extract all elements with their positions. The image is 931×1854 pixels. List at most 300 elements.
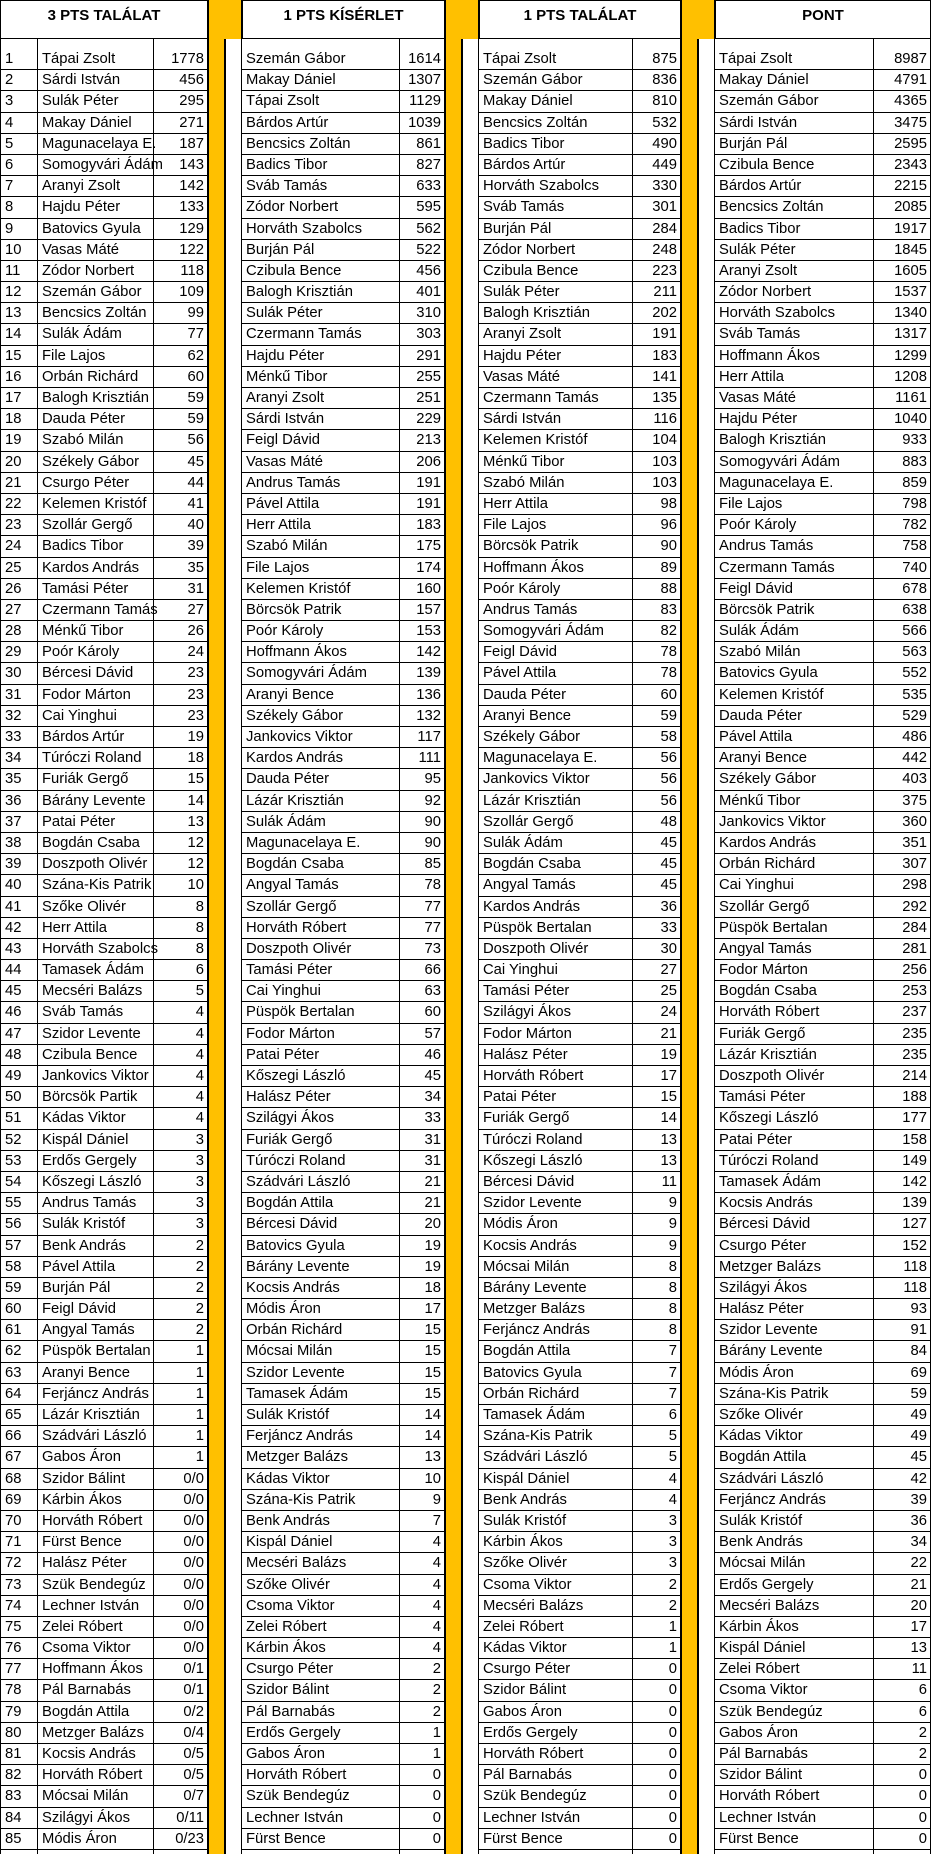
player-name-cell: Czibula Bence [242, 261, 399, 282]
player-name-cell: Szidor Levente [242, 1363, 399, 1384]
player-name-cell: Feigl Dávid [38, 1299, 153, 1320]
player-name-cell: Andrus Tamás [242, 473, 399, 494]
player-name-cell: Hoffmann Ákos [242, 642, 399, 663]
rank-cell: 52 [1, 1130, 37, 1151]
three-pts-value-cell: 39 [154, 536, 207, 557]
one-pts-hits-value-column [633, 39, 681, 1854]
player-name-cell: Kelemen Kristóf [479, 430, 632, 451]
three-pts-value-cell: 0/0 [154, 1490, 207, 1511]
three-pts-value-cell: 59 [154, 409, 207, 430]
points-value-cell: 2 [874, 1723, 930, 1744]
one-pts-hits-value-cell: 4 [633, 1490, 680, 1511]
player-name-cell: Horváth Róbert [242, 918, 399, 939]
rank-cell: 15 [1, 346, 37, 367]
one-pts-hits-value-cell: 183 [633, 346, 680, 367]
one-pts-hits-value-cell: 116 [633, 409, 680, 430]
points-value-cell: 2215 [874, 176, 930, 197]
one-pts-hits-value-cell: 25 [633, 981, 680, 1002]
one-pts-attempts-value-cell: 139 [400, 663, 444, 684]
player-name-cell: Kispál Dániel [715, 1638, 873, 1659]
player-name-cell: Tamasek Ádám [479, 1405, 632, 1426]
player-name-cell: Csoma Viktor [38, 1638, 153, 1659]
player-name-cell: Angyal Tamás [242, 875, 399, 896]
player-name-cell: Feigl Dávid [242, 430, 399, 451]
player-name-cell: Püspök Bertalan [715, 918, 873, 939]
player-name-cell: Kocsis András [242, 1278, 399, 1299]
rank-cell: 29 [1, 642, 37, 663]
one-pts-hits-value-cell: 202 [633, 303, 680, 324]
one-pts-hits-value-cell: 0 [633, 1723, 680, 1744]
rank-cell: 58 [1, 1257, 37, 1278]
three-pts-value-cell: 0/11 [154, 1808, 207, 1829]
one-pts-hits-value-cell: 3 [633, 1532, 680, 1553]
one-pts-hits-value-cell: 211 [633, 282, 680, 303]
points-value-cell: 49 [874, 1426, 930, 1447]
player-name-cell: Angyal Tamás [38, 1320, 153, 1341]
points-value-cell: 298 [874, 875, 930, 896]
player-name-cell: Túróczi Roland [242, 1151, 399, 1172]
one-pts-attempts-value-cell: 827 [400, 155, 444, 176]
one-pts-hits-value-cell: 36 [633, 897, 680, 918]
player-name-cell: Sulák Ádám [479, 833, 632, 854]
one-pts-hits-value-cell: 0 [633, 1808, 680, 1829]
player-name-cell: Hajdu Péter [38, 197, 153, 218]
rank-cell: 41 [1, 897, 37, 918]
player-name-cell: Püspök Bertalan [38, 1341, 153, 1362]
player-name-cell: Módis Áron [38, 1829, 153, 1850]
player-name-cell: Herr Attila [242, 515, 399, 536]
points-value-cell: 486 [874, 727, 930, 748]
rank-cell: 18 [1, 409, 37, 430]
player-name-cell: Bárány Levente [242, 1257, 399, 1278]
one-pts-hits-value-cell: 0 [633, 1829, 680, 1850]
points-value-cell: 1040 [874, 409, 930, 430]
three-pts-value-cell: 41 [154, 494, 207, 515]
player-name-cell: Erdős Gergely [38, 1151, 153, 1172]
one-pts-attempts-value-cell: 303 [400, 324, 444, 345]
points-value-cell: 49 [874, 1405, 930, 1426]
points-value-cell: 152 [874, 1236, 930, 1257]
player-name-cell: Szollár Gergő [38, 515, 153, 536]
player-name-cell: Aranyi Zsolt [479, 324, 632, 345]
one-pts-hits-value-cell: 103 [633, 473, 680, 494]
player-name-cell: Szána-Kis Patrik [479, 1426, 632, 1447]
three-pts-value-cell: 3 [154, 1193, 207, 1214]
three-pts-value-cell: 4 [154, 1087, 207, 1108]
player-name-cell: Metzger Balázs [479, 1299, 632, 1320]
player-name-cell: Mecséri Balázs [715, 1596, 873, 1617]
player-name-cell: Székely Gábor [242, 706, 399, 727]
player-name-cell: Pál Barnabás [242, 1702, 399, 1723]
one-pts-attempts-value-cell: 562 [400, 219, 444, 240]
player-name-cell: Aranyi Bence [242, 685, 399, 706]
one-pts-attempts-value-cell: 213 [400, 430, 444, 451]
points-value-cell: 758 [874, 536, 930, 557]
player-name-cell: Szemán Gábor [715, 91, 873, 112]
rank-cell: 48 [1, 1045, 37, 1066]
rank-cell: 67 [1, 1447, 37, 1468]
player-name-cell: Doszpoth Olivér [715, 1066, 873, 1087]
three-pts-value-cell: 187 [154, 134, 207, 155]
player-name-cell: Vasas Máté [242, 452, 399, 473]
points-value-cell: 13 [874, 1638, 930, 1659]
one-pts-attempts-value-cell: 4 [400, 1575, 444, 1596]
player-name-cell: Kardos András [242, 748, 399, 769]
player-name-cell: Ménkű Tibor [715, 791, 873, 812]
player-name-cell: Csoma Viktor [715, 1680, 873, 1701]
player-name-cell: Csoma Viktor [242, 1596, 399, 1617]
one-pts-hits-value-cell: 875 [633, 49, 680, 70]
player-name-cell: Kőszegi László [242, 1066, 399, 1087]
player-name-cell: Czibula Bence [38, 1045, 153, 1066]
rank-cell: 80 [1, 1723, 37, 1744]
points-value-cell: 0 [874, 1829, 930, 1850]
player-name-cell: File Lajos [479, 515, 632, 536]
player-name-cell: Szilágyi Ákos [715, 1278, 873, 1299]
one-pts-attempts-value-cell: 229 [400, 409, 444, 430]
player-name-cell: Furiák Gergő [715, 1024, 873, 1045]
player-name-cell: Badics Tibor [715, 219, 873, 240]
points-value-cell: 782 [874, 515, 930, 536]
rank-cell: 60 [1, 1299, 37, 1320]
player-name-cell: Kádas Viktor [715, 1426, 873, 1447]
one-pts-hits-value-cell: 21 [633, 1024, 680, 1045]
points-value-cell: 883 [874, 452, 930, 473]
player-name-cell: Csurgo Péter [38, 473, 153, 494]
points-value-cell: 11 [874, 1659, 930, 1680]
separator-1-body-b [225, 39, 242, 1854]
player-name-cell: Horváth Róbert [242, 1765, 399, 1786]
one-pts-attempts-value-cell: 191 [400, 494, 444, 515]
points-value-cell: 6 [874, 1702, 930, 1723]
one-pts-hits-value-cell: 45 [633, 875, 680, 896]
one-pts-attempts-value-cell: 77 [400, 897, 444, 918]
three-pts-value-cell: 0/23 [154, 1829, 207, 1850]
points-value-cell: 2085 [874, 197, 930, 218]
player-name-cell: Cai Yinghui [38, 706, 153, 727]
rank-cell: 56 [1, 1214, 37, 1235]
three-pts-value-cell: 0/7 [154, 1786, 207, 1807]
rank-cell: 11 [1, 261, 37, 282]
player-name-cell: Szána-Kis Patrik [715, 1384, 873, 1405]
one-pts-hits-value-cell: 7 [633, 1341, 680, 1362]
player-name-cell: Horváth Róbert [38, 1765, 153, 1786]
player-name-cell: Tamási Péter [38, 579, 153, 600]
three-pts-value-cell: 8 [154, 918, 207, 939]
one-pts-hits-value-cell: 1 [633, 1638, 680, 1659]
one-pts-hits-value-cell: 59 [633, 706, 680, 727]
player-name-cell: Erdős Gergely [242, 1723, 399, 1744]
player-name-cell: Lechner István [242, 1808, 399, 1829]
player-name-cell: Andrus Tamás [715, 536, 873, 557]
one-pts-hits-value-cell: 19 [633, 1045, 680, 1066]
points-value-cell: 1161 [874, 388, 930, 409]
player-name-cell: Sulák Péter [479, 282, 632, 303]
player-name-cell: Kőszegi László [715, 1108, 873, 1129]
player-name-cell: Tamási Péter [479, 981, 632, 1002]
rank-cell: 68 [1, 1469, 37, 1490]
separator-3-body-a [681, 39, 698, 1854]
points-value-cell: 4365 [874, 91, 930, 112]
player-name-cell: Hajdu Péter [715, 409, 873, 430]
player-name-cell: Batovics Gyula [242, 1236, 399, 1257]
player-name-cell: Makay Dániel [38, 113, 153, 134]
rank-cell: 6 [1, 155, 37, 176]
player-name-cell: Szollár Gergő [479, 812, 632, 833]
player-name-cell: Kispál Dániel [479, 1469, 632, 1490]
points-value-cell: 127 [874, 1214, 930, 1235]
player-name-cell: Ferjáncz András [242, 1426, 399, 1447]
player-name-cell: Bércesi Dávid [715, 1214, 873, 1235]
points-value-cell: 235 [874, 1045, 930, 1066]
points-value-cell: 281 [874, 939, 930, 960]
rank-cell: 82 [1, 1765, 37, 1786]
rank-cell: 42 [1, 918, 37, 939]
one-pts-hits-value-cell: 45 [633, 833, 680, 854]
player-name-cell: Bencsics Zoltán [38, 303, 153, 324]
player-name-cell: Szabó Milán [479, 473, 632, 494]
player-name-cell: Fodor Márton [715, 960, 873, 981]
rank-cell: 12 [1, 282, 37, 303]
three-pts-value-cell: 62 [154, 346, 207, 367]
player-name-cell: Szidor Bálint [38, 1469, 153, 1490]
points-value-cell: 91 [874, 1320, 930, 1341]
three-pts-value-cell: 2 [154, 1236, 207, 1257]
player-name-cell: Szána-Kis Patrik [38, 875, 153, 896]
player-name-cell: Patai Péter [242, 1045, 399, 1066]
player-name-cell: Tamási Péter [242, 960, 399, 981]
one-pts-attempts-value-cell: 46 [400, 1045, 444, 1066]
one-pts-hits-value-cell: 103 [633, 452, 680, 473]
player-name-cell: Szilágyi Ákos [242, 1108, 399, 1129]
player-name-cell: Lázár Krisztián [242, 791, 399, 812]
rank-cell: 81 [1, 1744, 37, 1765]
player-name-cell: Szádvári László [479, 1447, 632, 1468]
one-pts-hits-value-cell: 45 [633, 854, 680, 875]
one-pts-attempts-value-cell: 595 [400, 197, 444, 218]
player-name-cell: Szilágyi Ákos [38, 1808, 153, 1829]
one-pts-attempts-value-cell: 522 [400, 240, 444, 261]
player-name-cell: Túróczi Roland [715, 1151, 873, 1172]
rank-cell: 24 [1, 536, 37, 557]
one-pts-attempts-value-cell: 18 [400, 1278, 444, 1299]
one-pts-hits-value-cell: 135 [633, 388, 680, 409]
one-pts-hits-name-column [479, 39, 633, 1854]
player-name-cell: Cai Yinghui [715, 875, 873, 896]
one-pts-hits-value-cell: 88 [633, 579, 680, 600]
points-value-cell: 149 [874, 1151, 930, 1172]
three-pts-value-cell: 5 [154, 981, 207, 1002]
one-pts-attempts-value-cell: 15 [400, 1341, 444, 1362]
points-value-cell: 59 [874, 1384, 930, 1405]
rank-cell: 40 [1, 875, 37, 896]
player-name-cell: Kárbin Ákos [715, 1617, 873, 1638]
player-name-cell: Kocsis András [479, 1236, 632, 1257]
one-pts-attempts-value-cell: 206 [400, 452, 444, 473]
player-name-cell: Kardos András [38, 558, 153, 579]
one-pts-attempts-value-cell: 0 [400, 1786, 444, 1807]
three-pts-value-cell: 14 [154, 791, 207, 812]
one-pts-attempts-value-cell: 310 [400, 303, 444, 324]
three-pts-value-cell: 77 [154, 324, 207, 345]
player-name-cell: Burján Pál [38, 1278, 153, 1299]
points-value-cell: 563 [874, 642, 930, 663]
one-pts-hits-value-cell: 301 [633, 197, 680, 218]
one-pts-hits-value-cell: 0 [633, 1680, 680, 1701]
one-pts-attempts-value-cell: 20 [400, 1214, 444, 1235]
player-name-cell: Szidor Bálint [479, 1680, 632, 1701]
points-value-cell: 2343 [874, 155, 930, 176]
one-pts-hits-value-cell: 141 [633, 367, 680, 388]
one-pts-attempts-value-cell: 4 [400, 1638, 444, 1659]
points-value-cell: 158 [874, 1130, 930, 1151]
one-pts-hits-value-cell: 30 [633, 939, 680, 960]
rank-cell: 79 [1, 1702, 37, 1723]
three-pts-value-cell: 3 [154, 1151, 207, 1172]
points-value-cell: 93 [874, 1299, 930, 1320]
player-name-cell: Poór Károly [479, 579, 632, 600]
player-name-cell: Csurgo Péter [479, 1659, 632, 1680]
one-pts-attempts-value-cell: 57 [400, 1024, 444, 1045]
player-name-cell: Tápai Zsolt [715, 49, 873, 70]
three-pts-value-cell: 56 [154, 430, 207, 451]
player-name-cell: Mócsai Milán [715, 1553, 873, 1574]
points-value-cell: 8987 [874, 49, 930, 70]
player-name-cell: Szük Bendegúz [715, 1702, 873, 1723]
points-value-cell: 177 [874, 1108, 930, 1129]
one-pts-attempts-value-cell: 117 [400, 727, 444, 748]
player-name-cell: Bárány Levente [38, 791, 153, 812]
points-value-cell: 1208 [874, 367, 930, 388]
one-pts-attempts-value-cell: 1039 [400, 113, 444, 134]
player-name-cell: Makay Dániel [242, 70, 399, 91]
points-value-cell: 0 [874, 1765, 930, 1786]
one-pts-hits-value-cell: 5 [633, 1426, 680, 1447]
one-pts-attempts-value-cell: 7 [400, 1511, 444, 1532]
three-pts-value-cell: 23 [154, 685, 207, 706]
player-name-cell: Magunacelaya E. [38, 134, 153, 155]
points-value-cell: 17 [874, 1617, 930, 1638]
one-pts-hits-value-cell: 449 [633, 155, 680, 176]
one-pts-attempts-value-cell: 4 [400, 1596, 444, 1617]
one-pts-attempts-value-cell: 0 [400, 1829, 444, 1850]
one-pts-attempts-value-column [400, 39, 445, 1854]
points-value-cell: 34 [874, 1532, 930, 1553]
player-name-cell: Szőke Olivér [38, 897, 153, 918]
rank-cell: 2 [1, 70, 37, 91]
player-name-cell: Somogyvári Ádám [715, 452, 873, 473]
player-name-cell: Benk András [38, 1236, 153, 1257]
one-pts-hits-value-cell: 3 [633, 1553, 680, 1574]
player-name-cell: Szük Bendegúz [242, 1786, 399, 1807]
player-name-cell: Aranyi Zsolt [242, 388, 399, 409]
three-pts-value-cell: 6 [154, 960, 207, 981]
player-name-cell: Szük Bendegúz [479, 1786, 632, 1807]
rank-cell: 70 [1, 1511, 37, 1532]
player-name-cell: Kelemen Kristóf [38, 494, 153, 515]
player-name-cell: Badics Tibor [479, 134, 632, 155]
one-pts-attempts-value-cell: 15 [400, 1320, 444, 1341]
player-name-cell: Pável Attila [38, 1257, 153, 1278]
player-name-cell: File Lajos [242, 558, 399, 579]
points-value-cell: 933 [874, 430, 930, 451]
rank-cell: 1 [1, 49, 37, 70]
player-name-cell: Horváth Róbert [479, 1066, 632, 1087]
one-pts-attempts-value-cell: 136 [400, 685, 444, 706]
rank-cell: 8 [1, 197, 37, 218]
rank-cell: 22 [1, 494, 37, 515]
one-pts-hits-value-cell: 48 [633, 812, 680, 833]
three-pts-name-column [38, 39, 163, 1854]
player-name-cell: Kárbin Ákos [479, 1532, 632, 1553]
three-pts-value-cell: 0/0 [154, 1532, 207, 1553]
player-name-cell: Horváth Szabolcs [242, 219, 399, 240]
player-name-cell: Furiák Gergő [479, 1108, 632, 1129]
player-name-cell: Mócsai Milán [242, 1341, 399, 1362]
player-name-cell: Feigl Dávid [715, 579, 873, 600]
points-value-cell: 1605 [874, 261, 930, 282]
three-pts-value-cell: 40 [154, 515, 207, 536]
one-pts-hits-value-cell: 24 [633, 1002, 680, 1023]
one-pts-hits-value-cell: 810 [633, 91, 680, 112]
three-pts-value-cell: 19 [154, 727, 207, 748]
three-pts-value-cell: 0/0 [154, 1638, 207, 1659]
one-pts-hits-value-cell: 9 [633, 1236, 680, 1257]
one-pts-attempts-value-cell: 34 [400, 1087, 444, 1108]
one-pts-attempts-value-cell: 4 [400, 1532, 444, 1553]
player-name-cell: Tamasek Ádám [242, 1384, 399, 1405]
player-name-cell: Burján Pál [479, 219, 632, 240]
one-pts-hits-value-cell: 56 [633, 791, 680, 812]
rank-cell: 4 [1, 113, 37, 134]
rank-cell: 59 [1, 1278, 37, 1299]
one-pts-hits-value-cell: 3 [633, 1511, 680, 1532]
three-pts-value-cell: 99 [154, 303, 207, 324]
player-name-cell: Kárbin Ákos [242, 1638, 399, 1659]
one-pts-hits-value-cell: 284 [633, 219, 680, 240]
rank-cell: 57 [1, 1236, 37, 1257]
player-name-cell: Szőke Olivér [715, 1405, 873, 1426]
player-name-cell: Lechner István [38, 1596, 153, 1617]
rank-cell: 73 [1, 1575, 37, 1596]
one-pts-hits-value-cell: 2 [633, 1596, 680, 1617]
player-name-cell: Fürst Bence [242, 1829, 399, 1850]
player-name-cell: Tápai Zsolt [479, 49, 632, 70]
player-name-cell: Püspök Bertalan [479, 918, 632, 939]
player-name-cell: Metzger Balázs [715, 1257, 873, 1278]
player-name-cell: Szidor Bálint [242, 1680, 399, 1701]
points-value-cell: 403 [874, 769, 930, 790]
three-pts-value-cell: 0/2 [154, 1702, 207, 1723]
one-pts-attempts-value-cell: 251 [400, 388, 444, 409]
player-name-cell: Vasas Máté [479, 367, 632, 388]
one-pts-attempts-value-cell: 63 [400, 981, 444, 1002]
player-name-cell: Aranyi Zsolt [715, 261, 873, 282]
one-pts-attempts-value-cell: 4 [400, 1553, 444, 1574]
player-name-cell: Patai Péter [479, 1087, 632, 1108]
player-name-cell: Börcsök Partik [38, 1087, 153, 1108]
one-pts-hits-value-cell: 78 [633, 642, 680, 663]
player-name-cell: Kardos András [715, 833, 873, 854]
player-name-cell: Somogyvári Ádám [479, 621, 632, 642]
three-pts-value-cell: 26 [154, 621, 207, 642]
rank-cell: 74 [1, 1596, 37, 1617]
player-name-cell: Horváth Róbert [715, 1786, 873, 1807]
points-value-cell: 235 [874, 1024, 930, 1045]
rank-cell: 47 [1, 1024, 37, 1045]
rank-cell: 84 [1, 1808, 37, 1829]
points-value-cell: 45 [874, 1447, 930, 1468]
